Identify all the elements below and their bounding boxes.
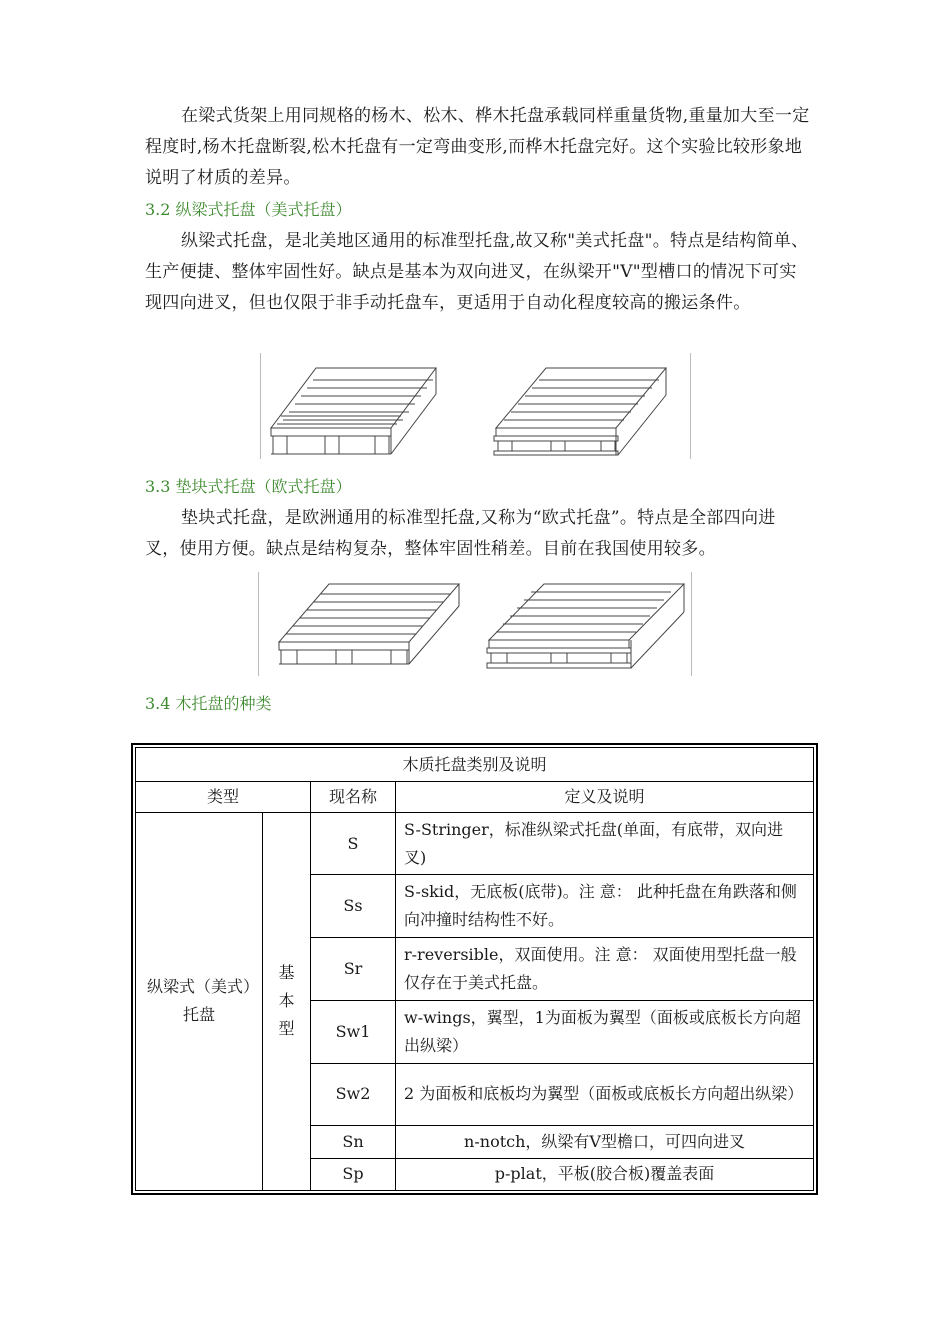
table-row-name: Sn [311, 1126, 396, 1158]
table-row-definition: S-skid，无底板(底带)。注 意： 此种托盘在角跌落和侧向冲撞时结构性不好。 [396, 875, 814, 938]
stringer-pallet-figure [260, 353, 691, 459]
table-group-main: 纵梁式（美式）托盘 [136, 812, 263, 1190]
table-header-type: 类型 [136, 782, 311, 812]
stringer-pallet-drawing [261, 353, 690, 459]
table-row-name: Sw2 [311, 1063, 396, 1126]
table-row-definition: S-Stringer，标准纵梁式托盘(单面，有底带，双向进叉) [396, 812, 814, 875]
table-title: 木质托盘类别及说明 [136, 748, 814, 782]
paragraph-material-experiment: 在梁式货架上用同规格的杨木、松木、桦木托盘承载同样重量货物,重量加大至一定程度时,杨木托盘断裂,松木托盘有一定弯曲变形,而桦木托盘完好。这个实验比较形象地说明了材质的差异。 [145, 106, 810, 188]
table-row-definition: r-reversible，双面使用。注 意： 双面使用型托盘一般仅存在于美式托盘。 [396, 938, 814, 1001]
table-row-name: S [311, 812, 396, 875]
table-header-definition: 定义及说明 [396, 782, 814, 812]
table-row-name: Ss [311, 875, 396, 938]
table-row-definition: n-notch，纵梁有V型檐口，可四向进叉 [396, 1126, 814, 1158]
table-header-name: 现名称 [311, 782, 396, 812]
heading-3-2: 3.2 纵梁式托盘（美式托盘） [145, 200, 352, 219]
paragraph-block-pallet: 垫块式托盘，是欧洲通用的标准型托盘,又称为“欧式托盘”。特点是全部四向进叉，使用方便。缺点是结构复杂，整体牢固性稍差。目前在我国使用较多。 [145, 508, 776, 559]
heading-3-4: 3.4 木托盘的种类 [145, 694, 272, 713]
table-row-definition: w-wings，翼型，1为面板为翼型（面板或底板长方向超出纵梁） [396, 1000, 814, 1063]
block-pallet-figure [258, 572, 692, 676]
table-row-name: Sw1 [311, 1000, 396, 1063]
block-pallet-drawing [259, 572, 691, 676]
heading-3-3: 3.3 垫块式托盘（欧式托盘） [145, 477, 352, 496]
paragraph-stringer-pallet: 纵梁式托盘，是北美地区通用的标准型托盘,故又称"美式托盘"。特点是结构简单、生产便捷、整体牢固性好。缺点是基本为双向进叉，在纵梁开"V"型槽口的情况下可实现四向进叉，但也仅限于非手动托盘车，更适用于自动化程度较高的搬运条件。 [145, 231, 809, 313]
table-group-sub: 基本型 [263, 812, 311, 1190]
pallet-type-table [131, 743, 818, 1195]
table-row-name: Sr [311, 938, 396, 1001]
table-row-definition: 2 为面板和底板均为翼型（面板或底板长方向超出纵梁） [396, 1063, 814, 1126]
table-row-definition: p-plat，平板(胶合板)覆盖表面 [396, 1158, 814, 1190]
table-row-name: Sp [311, 1158, 396, 1190]
